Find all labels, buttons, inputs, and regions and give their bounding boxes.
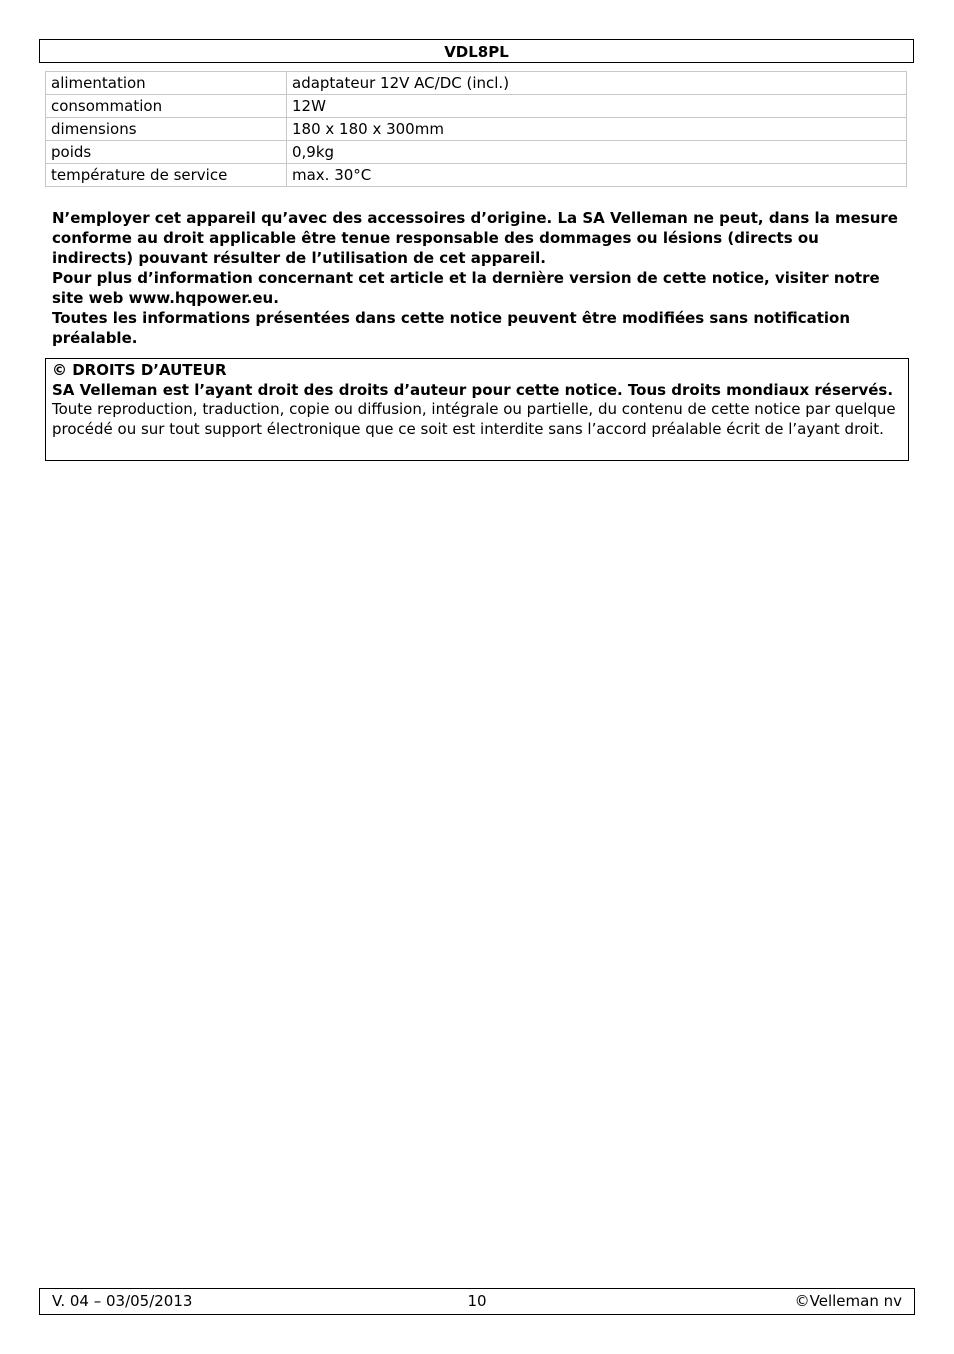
copyright-title: © DROITS D’AUTEUR bbox=[52, 361, 227, 379]
copyright-text: Toute reproduction, traduction, copie ou diffusion, intégrale ou partielle, du contenu de cette notice par quelque procédé ou sur tout support électronique que ce soit est interdite sans l’accord préalable écrit de l’ayant droit. bbox=[52, 400, 896, 438]
spec-label: poids bbox=[46, 141, 287, 164]
table-row bbox=[46, 118, 907, 141]
spec-label: température de service bbox=[46, 164, 287, 187]
table-row bbox=[46, 164, 907, 187]
footer-copyright: ©Velleman nv bbox=[794, 1292, 902, 1310]
footer-version: V. 04 – 03/05/2013 bbox=[52, 1292, 193, 1310]
copyright-bold-text: SA Velleman est l’ayant droit des droits d’auteur pour cette notice. Tous droits mondiaux réservés. bbox=[52, 380, 894, 399]
spec-label: alimentation bbox=[46, 72, 287, 95]
spec-label: dimensions bbox=[46, 118, 287, 141]
specifications-table bbox=[45, 71, 907, 187]
table-row bbox=[46, 72, 907, 95]
spec-value: 12W bbox=[287, 95, 907, 118]
footer-page-number: 10 bbox=[467, 1292, 487, 1310]
table-row bbox=[46, 141, 907, 164]
spec-value: 0,9kg bbox=[287, 141, 907, 164]
spec-label: consommation bbox=[46, 95, 287, 118]
notice-accessories: N’employer cet appareil qu’avec des accessoires d’origine. La SA Velleman ne peut, dans la mesure conforme au droit applicable être tenue responsable des dommages ou lésions (directs ou indirects) pouvant résulter de l’utilisation de cet appareil. bbox=[52, 209, 898, 267]
page-header bbox=[39, 39, 914, 63]
notice-modifications: Toutes les informations présentées dans cette notice peuvent être modifiées sans notification préalable. bbox=[52, 309, 851, 347]
notice-section bbox=[52, 208, 902, 348]
notice-website: Pour plus d’information concernant cet article et la dernière version de cette notice, visiter notre site web www.hqpower.eu. bbox=[52, 269, 880, 307]
spec-value: adaptateur 12V AC/DC (incl.) bbox=[287, 72, 907, 95]
table-row bbox=[46, 95, 907, 118]
model-title: VDL8PL bbox=[444, 43, 509, 61]
spec-value: 180 x 180 x 300mm bbox=[287, 118, 907, 141]
copyright-body bbox=[52, 381, 902, 440]
page-footer bbox=[39, 1288, 915, 1315]
spec-value: max. 30°C bbox=[287, 164, 907, 187]
copyright-box bbox=[45, 358, 909, 461]
